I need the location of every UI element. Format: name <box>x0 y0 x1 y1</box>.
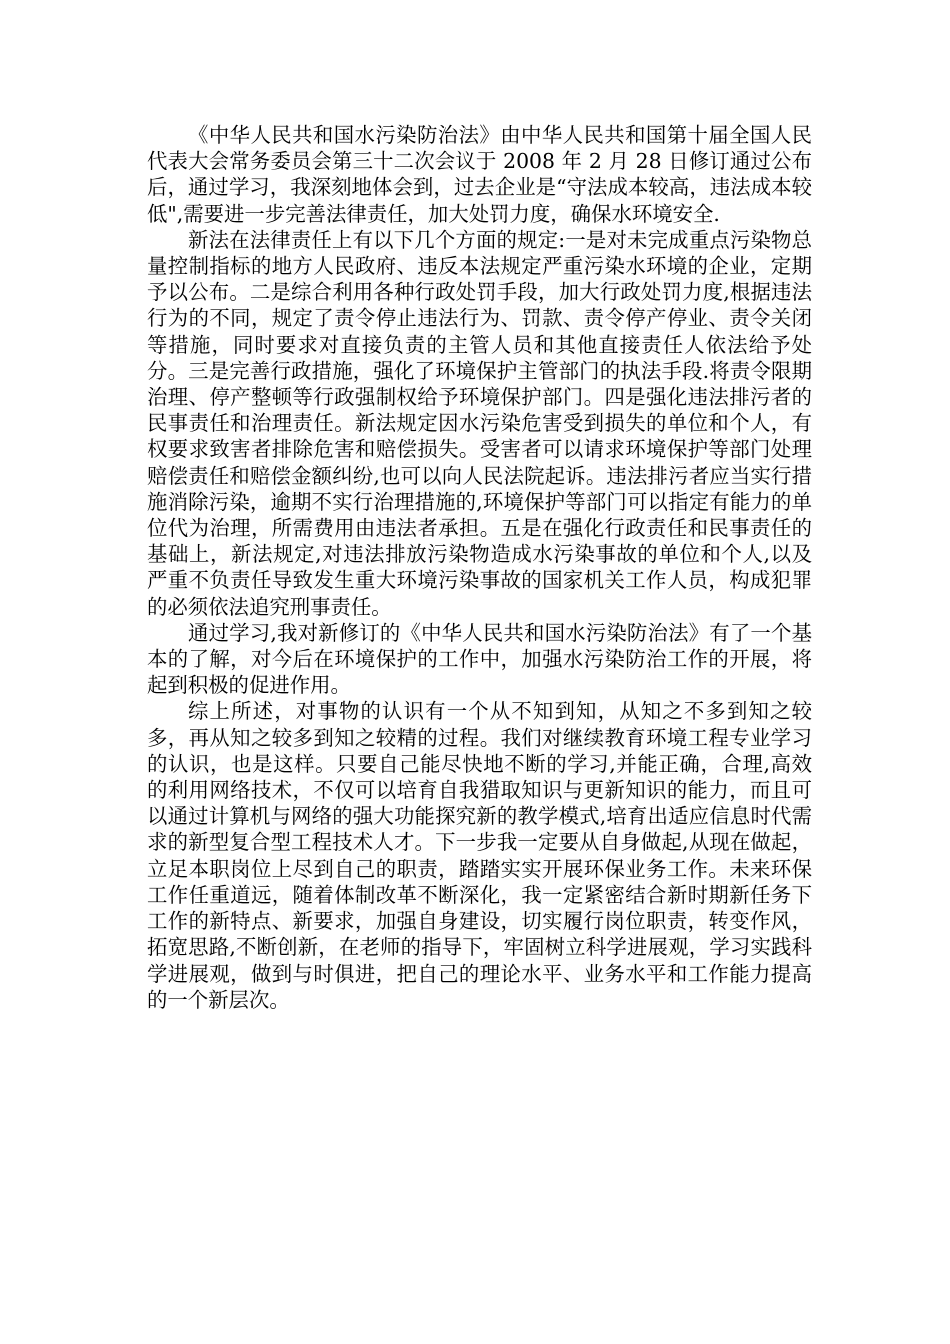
paragraph-intro: 《中华人民共和国水污染防治法》由中华人民共和国第十届全国人民代表大会常务委员会第三十二次会议于 2008 年 2 月 28 日修订通过公布后，通过学习，我深刻地体会到，过去企业是“守法成本较高，违法成本较低",需要进一步完善法律责任，加大处罚力度，确保水环境安全. <box>147 123 812 226</box>
paragraph-legal-responsibility: 新法在法律责任上有以下几个方面的规定:一是对未完成重点污染物总量控制指标的地方人民政府、违反本法规定严重污染水环境的企业，定期予以公布。二是综合利用各种行政处罚手段，加大行政处罚力度,根据违法行为的不同，规定了责令停止违法行为、罚款、责令停产停业、责令关闭等措施，同时要求对直接负责的主管人员和其他直接责任人依法给予处分。三是完善行政措施，强化了环境保护主管部门的执法手段.将责令限期治理、停产整顿等行政强制权给予环境保护部门。四是强化违法排污者的民事责任和治理责任。新法规定因水污染危害受到损失的单位和个人，有权要求致害者排除危害和赔偿损失。受害者可以请求环境保护等部门处理赔偿责任和赔偿金额纠纷,也可以向人民法院起诉。违法排污者应当实行措施消除污染，逾期不实行治理措施的,环境保护等部门可以指定有能力的单位代为治理，所需费用由违法者承担。五是在强化行政责任和民事责任的基础上，新法规定,对违法排放污染物造成水污染事故的单位和个人,以及严重不负责任导致发生重大环境污染事故的国家机关工作人员，构成犯罪的必须依法追究刑事责任。 <box>147 227 812 619</box>
document-body <box>147 122 812 1013</box>
paragraph-conclusion: 综上所述，对事物的认识有一个从不知到知，从知之不多到知之较多，再从知之较多到知之较精的过程。我们对继续教育环境工程专业学习的认识，也是这样。只要自己能尽快地不断的学习,并能正确，合理,高效的利用网络技术，不仅可以培育自我猎取知识与更新知识的能力，而且可以通过计算机与网络的强大功能探究新的教学模式,培育出适应信息时代需求的新型复合型工程技术人才。下一步我一定要从自身做起,从现在做起，立足本职岗位上尽到自己的职责，踏踏实实开展环保业务工作。未来环保工作任重道远，随着体制改革不断深化，我一定紧密结合新时期新任务下工作的新特点、新要求，加强自身建设，切实履行岗位职责，转变作风，拓宽思路,不断创新，在老师的指导下，牢固树立科学进展观，学习实践科学进展观，做到与时俱进，把自己的理论水平、业务水平和工作能力提高的一个新层次。 <box>147 699 812 1012</box>
paragraph-learning-outcome: 通过学习,我对新修订的《中华人民共和国水污染防治法》有了一个基本的了解，对今后在环境保护的工作中，加强水污染防治工作的开展，将起到积极的促进作用。 <box>147 620 812 698</box>
